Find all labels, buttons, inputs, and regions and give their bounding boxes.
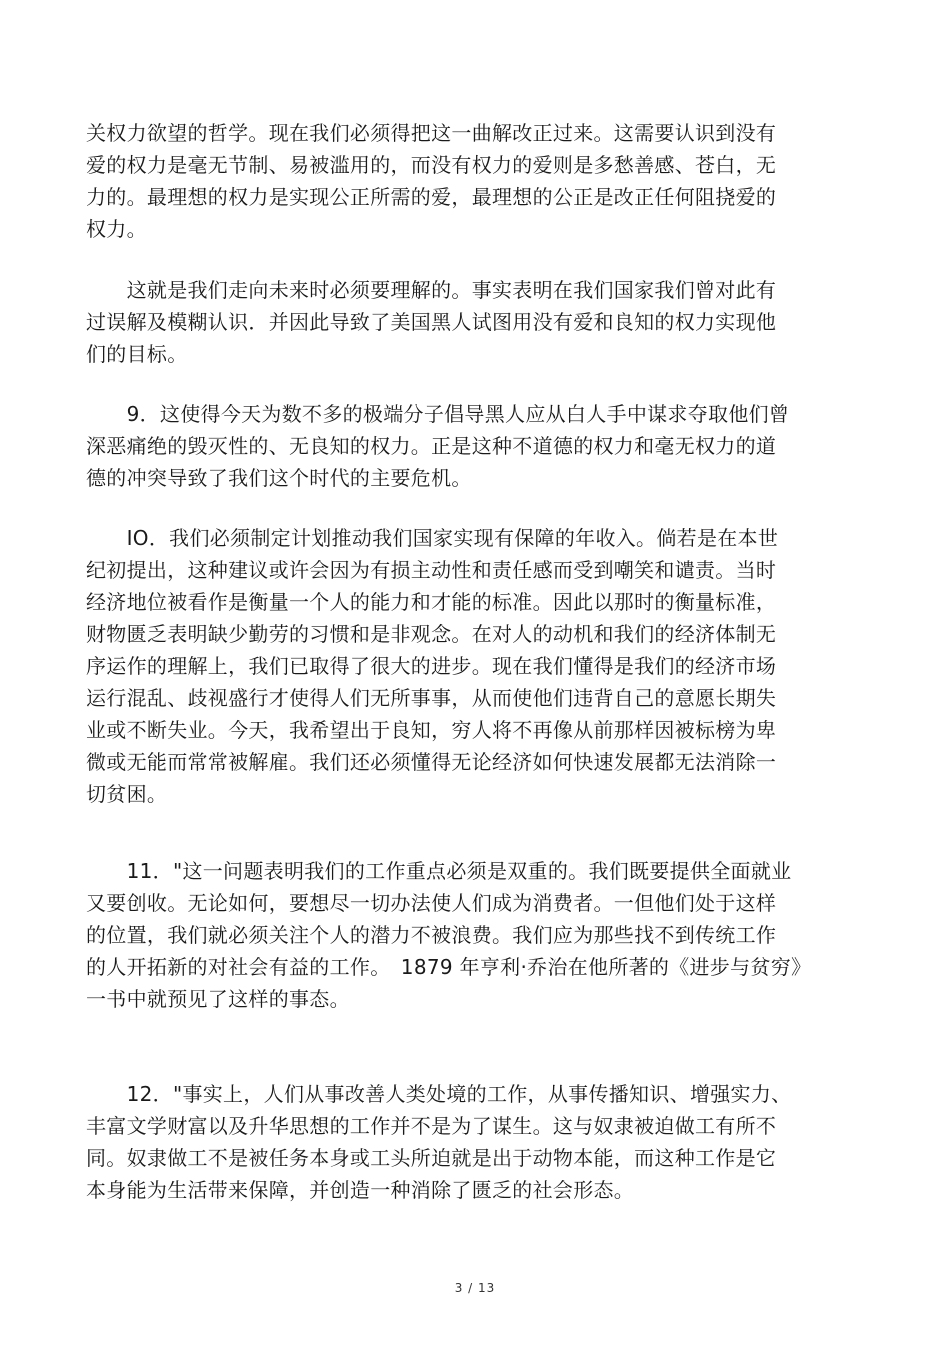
paragraph-9 — [86, 398, 846, 494]
text-line: 11．"这一问题表明我们的工作重点必须是双重的。我们既要提供全面就业 — [86, 859, 792, 883]
text-line: 力的。最理想的权力是实现公正所需的爱，最理想的公正是改正任何阻挠爱的 — [86, 185, 777, 209]
text-line: 这就是我们走向未来时必须要理解的。事实表明在我们国家我们曾对此有 — [86, 278, 777, 302]
text-line: 深恶痛绝的毁灭性的、无良知的权力。正是这种不道德的权力和毫无权力的道 — [86, 434, 777, 458]
page-number: 3 / 13 — [454, 1281, 496, 1295]
text-line: 爱的权力是毫无节制、易被滥用的，而没有权力的爱则是多愁善感、苍白，无 — [86, 153, 777, 177]
text-line: 财物匮乏表明缺少勤劳的习惯和是非观念。在对人的动机和我们的经济体制无 — [86, 622, 777, 646]
text-line: 12．"事实上，人们从事改善人类处境的工作，从事传播知识、增强实力、 — [86, 1082, 792, 1106]
text-line: 过误解及模糊认识．并因此导致了美国黑人试图用没有爱和良知的权力实现他 — [86, 310, 777, 334]
text-line: IO．我们必须制定计划推动我们国家实现有保障的年收入。倘若是在本世 — [86, 526, 779, 550]
text-line: 德的冲突导致了我们这个时代的主要危机。 — [86, 466, 472, 490]
text-line: 同。奴隶做工不是被任务本身或工头所迫就是出于动物本能，而这种工作是它 — [86, 1146, 777, 1170]
text-line: 们的目标。 — [86, 342, 188, 366]
paragraph-power-and-love — [86, 117, 846, 245]
text-line: 又要创收。无论如何，要想尽一切办法使人们成为消费者。一但他们处于这样 — [86, 891, 777, 915]
text-line: 切贫困。 — [86, 782, 168, 806]
paragraph-future-understanding — [86, 274, 846, 370]
text-line: 运行混乱、歧视盛行才使得人们无所事事，从而使他们违背自己的意愿长期失 — [86, 686, 777, 710]
text-line: 权力。 — [86, 217, 147, 241]
paragraph-10 — [86, 522, 846, 810]
text-line: 微或无能而常常被解雇。我们还必须懂得无论经济如何快速发展都无法消除一 — [86, 750, 777, 774]
text-line: 的位置，我们就必须关注个人的潜力不被浪费。我们应为那些找不到传统工作 — [86, 923, 777, 947]
text-line: 关权力欲望的哲学。现在我们必须得把这一曲解改正过来。这需要认识到没有 — [86, 121, 777, 145]
text-line: 本身能为生活带来保障，并创造一种消除了匮乏的社会形态。 — [86, 1178, 635, 1202]
paragraph-11 — [86, 855, 846, 1015]
text-line: 序运作的理解上，我们已取得了很大的进步。现在我们懂得是我们的经济市场 — [86, 654, 777, 678]
paragraph-12 — [86, 1078, 846, 1206]
text-line: 一书中就预见了这样的事态。 — [86, 987, 350, 1011]
text-line: 的人开拓新的对社会有益的工作。 1879 年亨利·乔治在他所著的《进步与贫穷》 — [86, 955, 812, 979]
text-line: 9．这使得今天为数不多的极端分子倡导黑人应从白人手中谋求夺取他们曾 — [86, 402, 790, 426]
text-line: 纪初提出，这种建议或许会因为有损主动性和责任感而受到嘲笑和谴责。当时 — [86, 558, 777, 582]
text-line: 丰富文学财富以及升华思想的工作并不是为了谋生。这与奴隶被迫做工有所不 — [86, 1114, 777, 1138]
text-line: 经济地位被看作是衡量一个人的能力和才能的标准。因此以那时的衡量标准， — [86, 590, 777, 614]
text-line: 业或不断失业。今天，我希望出于良知，穷人将不再像从前那样因被标榜为卑 — [86, 718, 777, 742]
